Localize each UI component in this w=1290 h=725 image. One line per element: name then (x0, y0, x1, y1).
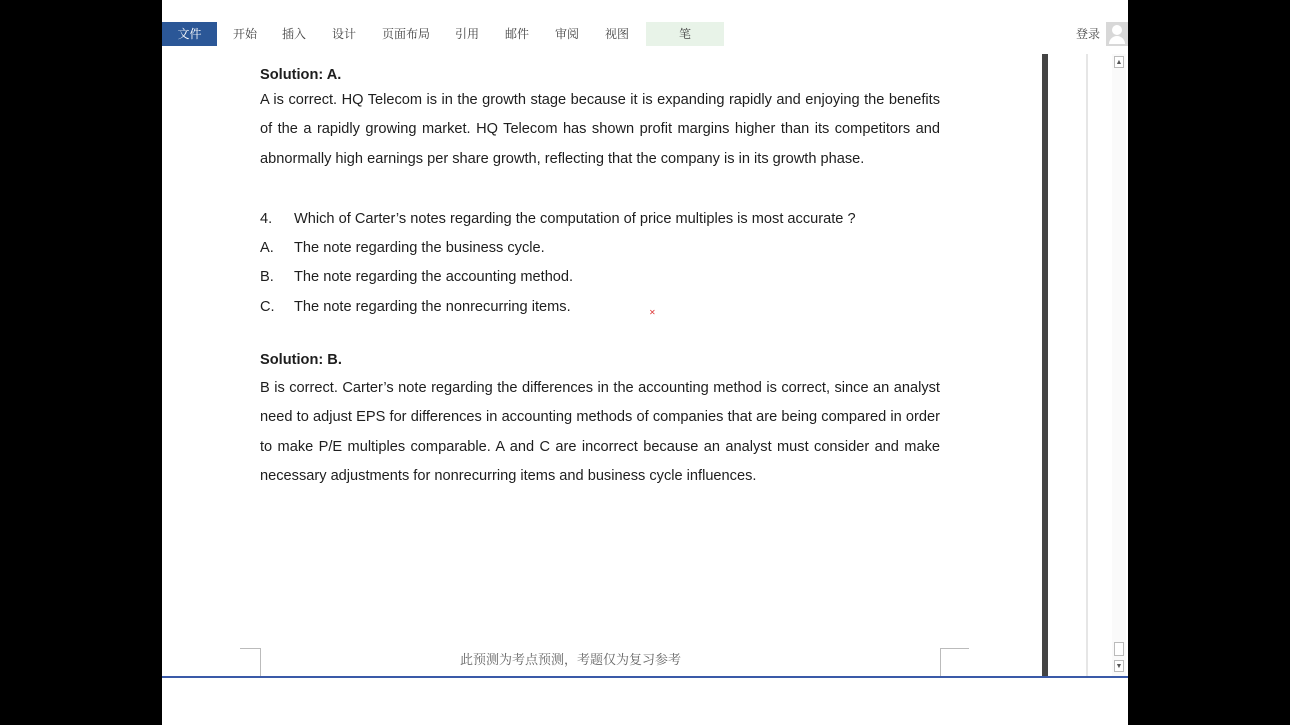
tab-pen[interactable]: 笔 (646, 22, 724, 46)
tab-file[interactable]: 文件 (162, 22, 217, 46)
option-b (260, 263, 940, 292)
page-corner-mark-left (240, 648, 261, 677)
page-corner-mark-right (940, 648, 969, 677)
solution-b-body: B is correct. Carter’s note regarding the differences in the accounting method is correct, since an analyst need to adjust EPS for differences in accounting methods of companies that are being compared in order to make P/E multiples comparable. A and C are incorrect because an analyst must consider and make necessary adjustments for nonrecurring items and business cycle influences. (260, 380, 940, 484)
scroll-down-arrow-icon[interactable]: ▼ (1114, 660, 1124, 672)
option-letter: C. (260, 298, 275, 315)
status-bar (162, 678, 1128, 725)
document-content (260, 64, 940, 491)
scroll-thumb[interactable] (1114, 642, 1124, 656)
tab-references[interactable]: 引用 (454, 27, 479, 41)
word-window (162, 0, 1128, 725)
tab-design[interactable]: 设计 (331, 27, 356, 41)
question-text: Which of Carter’s notes regarding the computation of price multiples is most accurate ? (294, 210, 856, 227)
option-text: The note regarding the accounting method. (294, 269, 574, 286)
user-avatar-icon[interactable] (1106, 22, 1128, 46)
tab-view[interactable]: 视图 (604, 27, 629, 41)
tab-mailings[interactable]: 邮件 (504, 27, 529, 41)
tab-review[interactable]: 审阅 (554, 27, 579, 41)
option-a (260, 234, 940, 263)
page-footer-text: 此预测为考点预测，考题仅为复习参考 (460, 653, 682, 668)
tab-home[interactable]: 开始 (232, 27, 257, 41)
cursor-mark-icon: ✕ (649, 308, 656, 317)
tab-page-layout[interactable]: 页面布局 (381, 27, 430, 41)
option-c (260, 293, 940, 322)
login-link[interactable]: 登录 (1075, 27, 1100, 41)
ribbon-tab-bar (162, 0, 1128, 50)
scroll-up-arrow-icon[interactable]: ▲ (1114, 56, 1124, 68)
question-4 (260, 205, 940, 234)
option-text: The note regarding the nonrecurring items. (294, 298, 571, 315)
tab-insert[interactable]: 插入 (281, 27, 306, 41)
vertical-scrollbar[interactable] (1112, 54, 1126, 676)
solution-b-heading: Solution: B. (260, 352, 342, 369)
option-letter: A. (260, 240, 274, 257)
side-divider (1086, 54, 1088, 676)
solution-a-heading: Solution: A. (260, 67, 342, 83)
solution-a-body: A is correct. HQ Telecom is in the growth stage because it is expanding rapidly and enjoying the benefits of the a rapidly growing market. HQ Telecom has shown profit margins higher than its competitors and abnormally high earnings per share growth, reflecting that the company is in its growth phase. (260, 92, 940, 167)
question-number: 4. (260, 210, 273, 227)
option-letter: B. (260, 269, 274, 286)
document-page[interactable] (162, 50, 1042, 676)
option-text: The note regarding the business cycle. (294, 240, 545, 257)
